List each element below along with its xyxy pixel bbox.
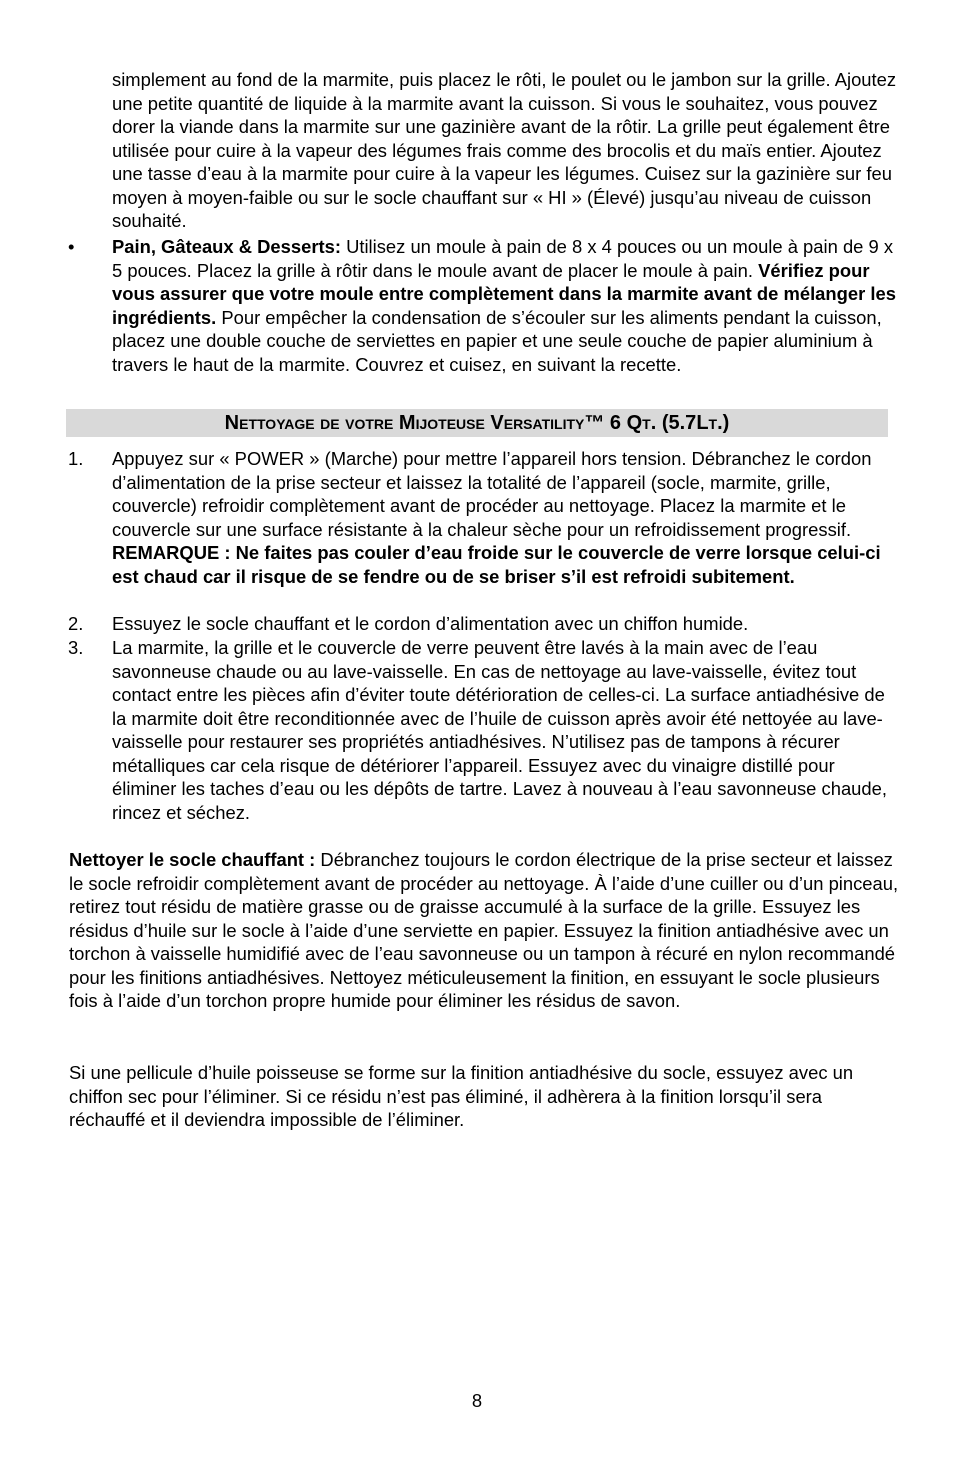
roasting-rack-continuation: simplement au fond de la marmite, puis placez le rôti, le poulet ou le jambon sur la grille. Ajoutez une petite quantité de liquide à la marmite avant la cuisson. Si vous le souhaitez, vous pouvez dorer la viande dans la marmite sur une gazinière avant de la rôtir. La grille peut également être utilisée pour cuire à la vapeur des légumes frais comme des brocolis et du maïs entier. Ajoutez une tasse d’eau à la marmite pour cuire à la vapeur les légumes. Cuisez sur la gazinière sur feu moyen à moyen-faible ou sur le socle chauffant sur « HI » (Élevé) jusqu’au niveau de cuisson souhaité. — [112, 69, 897, 231]
step-text: Appuyez sur « POWER » (Marche) pour mettre l’appareil hors tension. Débranchez le cordon d’alimentation de la prise secteur et laissez la totalité de l’appareil (socle, marmite, grille, couvercle) refroidir complètement avant de procéder au nettoyage. Placez la marmite et le couvercle sur une surface résistante à la chaleur sèche pour un refroidissement progressif. REMARQUE : Ne faites pas couler d’eau froide sur le couvercle de verre lorsque celui-ci est chaud car il risque de se fendre ou de se briser s’il est refroidi subitement. — [112, 448, 881, 587]
step-number: 3. — [68, 637, 84, 658]
section-heading: Nettoyage de votre Mijoteuse Versatility™ 6 Qt. (5.7Lt.) — [224, 412, 730, 434]
step-number: 2. — [68, 613, 84, 634]
glass-lid-warning: REMARQUE : Ne faites pas couler d’eau froide sur le couvercle de verre lorsque celui-ci est chaud car il risque de se fendre ou de se briser s’il est refroidi subitement. — [112, 542, 881, 587]
heating-base-cleaning-paragraph: Nettoyer le socle chauffant : Débranchez toujours le cordon électrique de la prise secteur et laissez le socle refroidir complètement avant de procéder au nettoyage. À l’aide d’une cuiller ou d’un pinceau, retirez tout résidu de matière grasse ou de graisse accumulé à la surface de la grille. Essuyez les résidus d’huile sur le socle à l’aide d’une serviette en papier. Essuyez la finition antiadhésive avec un torchon à vaisselle humidifié avec de l’eau savonneuse ou un tampon à récuré en nylon recommandé pour les finitions antiadhésives. Nettoyez méticuleusement la finition, en essuyant le socle plusieurs fois à l’aide d’un torchon propre humide pour éliminer les résidus de savon. — [69, 849, 899, 1011]
oily-film-paragraph: Si une pellicule d’huile poisseuse se forme sur la finition antiadhésive du socle, essuyez avec un chiffon sec pour l’éliminer. Si ce résidu n’est pas éliminé, il adhèrera à la finition lorsqu’il sera réchauffé et il deviendra impossible de l’éliminer. — [69, 1062, 854, 1130]
bullet-mark: • — [68, 236, 75, 257]
mold-fit-warning: Vérifiez pour vous assurer que votre moule entre complètement dans la marmite avant de mélanger les ingrédients. — [112, 259, 896, 328]
bread-cakes-desserts-label: Pain, Gâteaux & Desserts: — [112, 236, 341, 257]
bread-cakes-desserts-text: Pain, Gâteaux & Desserts: Utilisez un moule à pain de 8 x 4 pouces ou un moule à pain de 9 x 5 pouces. Placez la grille à rôtir dans le moule avant de placer le moule à pain. Vérifiez pour vous assurer que votre moule entre complètement dans la marmite avant de mélanger les ingrédients. Pour empêcher la condensation de s’écouler sur les aliments pendant la cuisson, placez une double couche de serviettes en papier et une seule couche de papier aluminium à travers le haut de la marmite. Couvrez et cuisez, en suivant la recette. — [112, 236, 896, 375]
step-text: Essuyez le socle chauffant et le cordon d’alimentation avec un chiffon humide. — [112, 613, 749, 634]
step-text: La marmite, la grille et le couvercle de verre peuvent être lavés à la main avec de l’eau savonneuse chaude ou au lave-vaisselle. En cas de nettoyage au lave-vaisselle, évitez tout contact entre les pièces afin d’éviter toute détérioration de celles-ci. La surface antiadhésive de la marmite doit être reconditionnée avec de l’huile de cuisson après avoir été nettoyée au lave-vaisselle pour restaurer ses propriétés antiadhésives. N’utilisez pas de tampons à récurer métalliques car cela risque de détériorer l’appareil. Essuyez avec du vinaigre distillé pour éliminer les taches d’eau ou les dépôts de tartre. Lavez à nouveau à l’eau savonneuse chaude, rincez et séchez. — [112, 637, 887, 823]
step-number: 1. — [68, 448, 84, 469]
heating-base-cleaning-label: Nettoyer le socle chauffant : — [69, 849, 316, 870]
page-number: 8 — [471, 1390, 483, 1411]
